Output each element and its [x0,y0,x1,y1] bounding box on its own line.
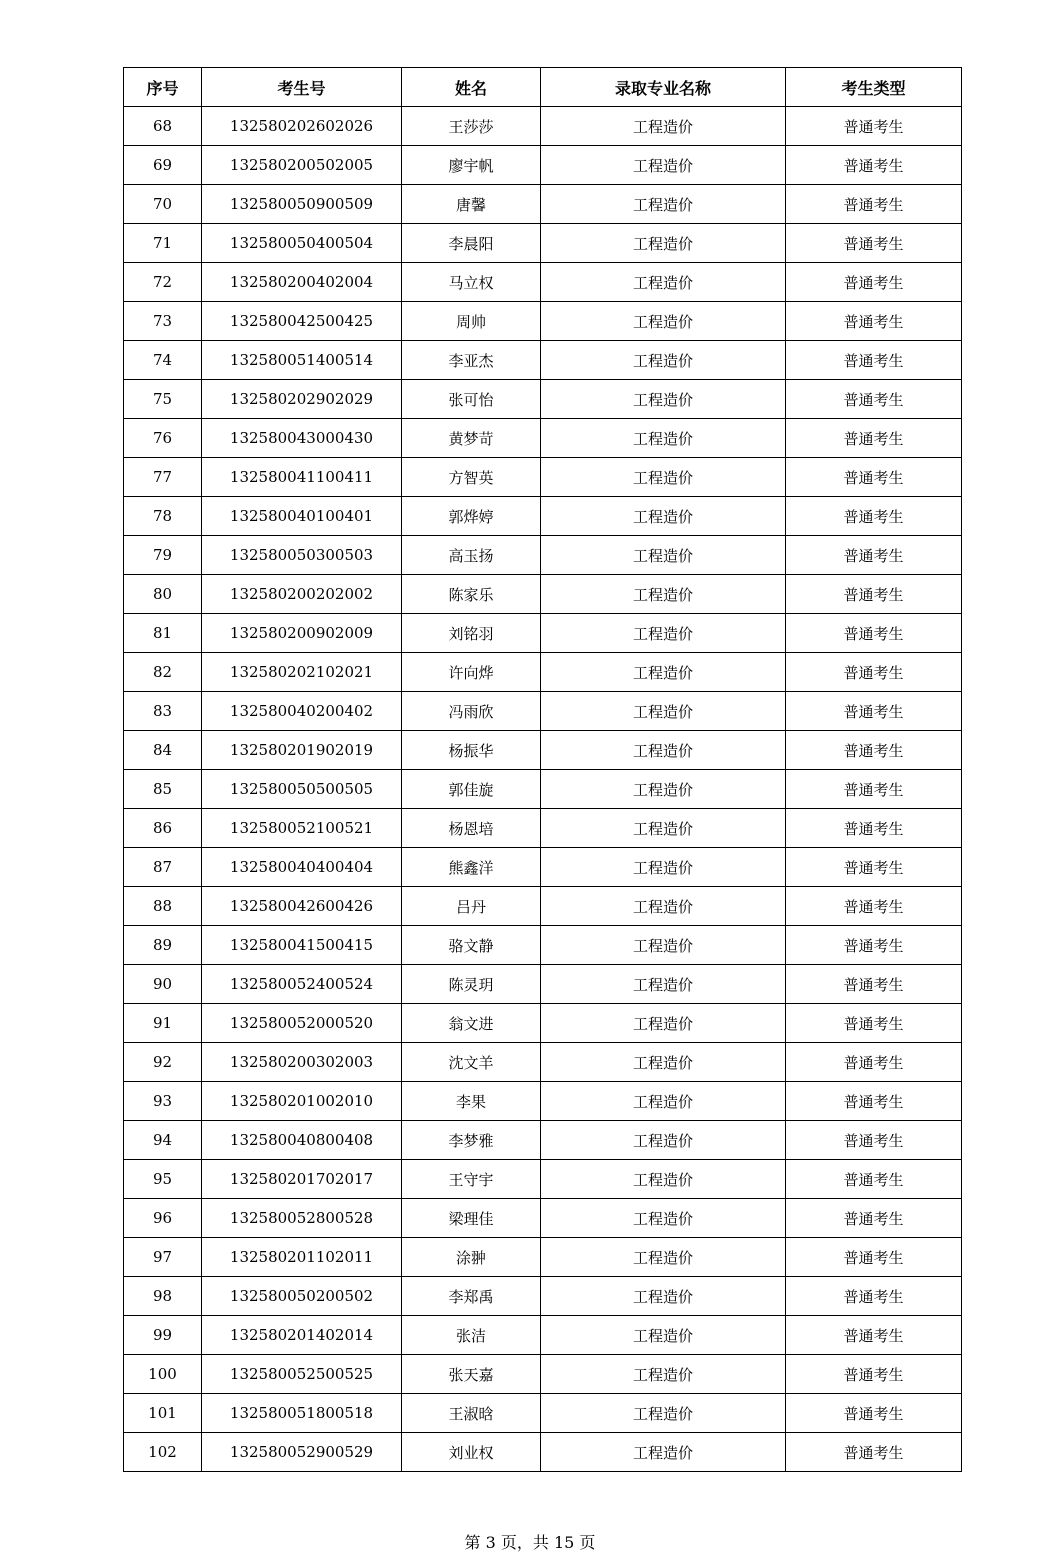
serial-number-cell: 75 [124,380,202,419]
table-header-row [124,68,962,107]
name-cell: 涂翀 [402,1238,541,1277]
header-candidate-number: 考生号 [202,68,402,107]
name-cell: 刘业权 [402,1433,541,1472]
candidate-type-cell: 普通考生 [786,965,962,1004]
table-row [124,1199,962,1238]
candidate-type-cell: 普通考生 [786,926,962,965]
name-cell: 梁理佳 [402,1199,541,1238]
candidate-type-cell: 普通考生 [786,107,962,146]
name-cell: 马立权 [402,263,541,302]
major-cell: 工程造价 [541,848,786,887]
name-cell: 骆文静 [402,926,541,965]
serial-number-cell: 69 [124,146,202,185]
serial-number-cell: 88 [124,887,202,926]
name-cell: 李郑禹 [402,1277,541,1316]
candidate-type-cell: 普通考生 [786,1160,962,1199]
candidate-number-cell: 132580041500415 [202,926,402,965]
candidate-number-cell: 132580043000430 [202,419,402,458]
serial-number-cell: 101 [124,1394,202,1433]
major-cell: 工程造价 [541,1160,786,1199]
serial-number-cell: 83 [124,692,202,731]
table-row [124,380,962,419]
serial-number-cell: 74 [124,341,202,380]
candidate-type-cell: 普通考生 [786,1082,962,1121]
major-cell: 工程造价 [541,185,786,224]
major-cell: 工程造价 [541,1043,786,1082]
candidate-type-cell: 普通考生 [786,497,962,536]
name-cell: 杨恩培 [402,809,541,848]
name-cell: 张可怡 [402,380,541,419]
major-cell: 工程造价 [541,1238,786,1277]
serial-number-cell: 102 [124,1433,202,1472]
major-cell: 工程造价 [541,770,786,809]
name-cell: 陈灵玥 [402,965,541,1004]
major-cell: 工程造价 [541,692,786,731]
name-cell: 陈家乐 [402,575,541,614]
header-candidate-type: 考生类型 [786,68,962,107]
name-cell: 李亚杰 [402,341,541,380]
serial-number-cell: 72 [124,263,202,302]
candidate-type-cell: 普通考生 [786,1355,962,1394]
table-row [124,107,962,146]
name-cell: 郭烨婷 [402,497,541,536]
serial-number-cell: 76 [124,419,202,458]
name-cell: 刘铭羽 [402,614,541,653]
major-cell: 工程造价 [541,575,786,614]
candidate-number-cell: 132580050200502 [202,1277,402,1316]
name-cell: 王莎莎 [402,107,541,146]
candidate-type-cell: 普通考生 [786,614,962,653]
serial-number-cell: 98 [124,1277,202,1316]
name-cell: 廖宇帆 [402,146,541,185]
major-cell: 工程造价 [541,1355,786,1394]
candidate-type-cell: 普通考生 [786,653,962,692]
table-body [124,107,962,1472]
candidate-type-cell: 普通考生 [786,1277,962,1316]
table-row [124,1394,962,1433]
major-cell: 工程造价 [541,302,786,341]
table-row [124,1316,962,1355]
header-admitted-major: 录取专业名称 [541,68,786,107]
serial-number-cell: 68 [124,107,202,146]
major-cell: 工程造价 [541,1199,786,1238]
candidate-type-cell: 普通考生 [786,1433,962,1472]
serial-number-cell: 71 [124,224,202,263]
candidate-type-cell: 普通考生 [786,770,962,809]
candidate-type-cell: 普通考生 [786,185,962,224]
serial-number-cell: 91 [124,1004,202,1043]
table-row [124,1277,962,1316]
candidate-number-cell: 132580040200402 [202,692,402,731]
serial-number-cell: 99 [124,1316,202,1355]
major-cell: 工程造价 [541,1394,786,1433]
name-cell: 郭佳旋 [402,770,541,809]
serial-number-cell: 96 [124,1199,202,1238]
candidate-number-cell: 132580202602026 [202,107,402,146]
major-cell: 工程造价 [541,731,786,770]
name-cell: 李晨阳 [402,224,541,263]
candidate-type-cell: 普通考生 [786,146,962,185]
candidate-number-cell: 132580050400504 [202,224,402,263]
name-cell: 冯雨欣 [402,692,541,731]
candidate-number-cell: 132580201902019 [202,731,402,770]
serial-number-cell: 97 [124,1238,202,1277]
candidate-number-cell: 132580201702017 [202,1160,402,1199]
table-row [124,965,962,1004]
table-row [124,1433,962,1472]
candidate-type-cell: 普通考生 [786,1316,962,1355]
table-row [124,536,962,575]
candidate-type-cell: 普通考生 [786,1043,962,1082]
serial-number-cell: 100 [124,1355,202,1394]
serial-number-cell: 82 [124,653,202,692]
table-row [124,185,962,224]
name-cell: 方智英 [402,458,541,497]
candidate-number-cell: 132580200902009 [202,614,402,653]
candidate-number-cell: 132580050900509 [202,185,402,224]
candidate-number-cell: 132580052100521 [202,809,402,848]
candidate-type-cell: 普通考生 [786,1004,962,1043]
candidate-type-cell: 普通考生 [786,887,962,926]
major-cell: 工程造价 [541,107,786,146]
candidate-number-cell: 132580200402004 [202,263,402,302]
candidate-number-cell: 132580202902029 [202,380,402,419]
table-row [124,614,962,653]
table-row [124,302,962,341]
name-cell: 张天嘉 [402,1355,541,1394]
candidate-number-cell: 132580200302003 [202,1043,402,1082]
table-row [124,1160,962,1199]
candidate-number-cell: 132580051400514 [202,341,402,380]
table-row [124,263,962,302]
table-row [124,809,962,848]
name-cell: 杨振华 [402,731,541,770]
major-cell: 工程造价 [541,809,786,848]
major-cell: 工程造价 [541,1004,786,1043]
candidate-type-cell: 普通考生 [786,341,962,380]
table-row [124,458,962,497]
table-row [124,224,962,263]
table-row [124,575,962,614]
candidate-type-cell: 普通考生 [786,419,962,458]
serial-number-cell: 87 [124,848,202,887]
name-cell: 周帅 [402,302,541,341]
serial-number-cell: 84 [124,731,202,770]
name-cell: 翁文进 [402,1004,541,1043]
major-cell: 工程造价 [541,263,786,302]
name-cell: 黄梦苛 [402,419,541,458]
table-row [124,926,962,965]
major-cell: 工程造价 [541,653,786,692]
table-row [124,692,962,731]
candidate-number-cell: 132580201002010 [202,1082,402,1121]
table-row [124,146,962,185]
candidate-number-cell: 132580202102021 [202,653,402,692]
candidate-number-cell: 132580201102011 [202,1238,402,1277]
major-cell: 工程造价 [541,887,786,926]
table-row [124,848,962,887]
candidate-type-cell: 普通考生 [786,731,962,770]
candidate-type-cell: 普通考生 [786,224,962,263]
candidate-type-cell: 普通考生 [786,302,962,341]
serial-number-cell: 95 [124,1160,202,1199]
serial-number-cell: 94 [124,1121,202,1160]
name-cell: 沈文羊 [402,1043,541,1082]
major-cell: 工程造价 [541,380,786,419]
table-row [124,1043,962,1082]
serial-number-cell: 85 [124,770,202,809]
candidate-type-cell: 普通考生 [786,809,962,848]
name-cell: 张洁 [402,1316,541,1355]
serial-number-cell: 77 [124,458,202,497]
serial-number-cell: 89 [124,926,202,965]
name-cell: 吕丹 [402,887,541,926]
candidate-number-cell: 132580040400404 [202,848,402,887]
table-row [124,653,962,692]
major-cell: 工程造价 [541,224,786,263]
candidate-number-cell: 132580052900529 [202,1433,402,1472]
candidate-number-cell: 132580050300503 [202,536,402,575]
serial-number-cell: 78 [124,497,202,536]
major-cell: 工程造价 [541,614,786,653]
candidate-type-cell: 普通考生 [786,263,962,302]
major-cell: 工程造价 [541,497,786,536]
serial-number-cell: 92 [124,1043,202,1082]
candidate-type-cell: 普通考生 [786,575,962,614]
candidate-type-cell: 普通考生 [786,1394,962,1433]
name-cell: 李梦雅 [402,1121,541,1160]
candidate-type-cell: 普通考生 [786,848,962,887]
header-name: 姓名 [402,68,541,107]
name-cell: 熊鑫洋 [402,848,541,887]
candidate-number-cell: 132580042500425 [202,302,402,341]
candidate-number-cell: 132580201402014 [202,1316,402,1355]
name-cell: 唐馨 [402,185,541,224]
page-footer: 第 3 页，共 15 页 [464,1533,596,1552]
candidate-number-cell: 132580042600426 [202,887,402,926]
table-row [124,770,962,809]
name-cell: 李果 [402,1082,541,1121]
candidate-type-cell: 普通考生 [786,1121,962,1160]
name-cell: 高玉扬 [402,536,541,575]
candidate-number-cell: 132580052400524 [202,965,402,1004]
candidate-number-cell: 132580040100401 [202,497,402,536]
serial-number-cell: 86 [124,809,202,848]
major-cell: 工程造价 [541,419,786,458]
candidate-number-cell: 132580200502005 [202,146,402,185]
major-cell: 工程造价 [541,1277,786,1316]
major-cell: 工程造价 [541,536,786,575]
serial-number-cell: 80 [124,575,202,614]
serial-number-cell: 70 [124,185,202,224]
name-cell: 许向烨 [402,653,541,692]
table-row [124,1355,962,1394]
major-cell: 工程造价 [541,926,786,965]
candidate-number-cell: 132580040800408 [202,1121,402,1160]
major-cell: 工程造价 [541,1316,786,1355]
serial-number-cell: 79 [124,536,202,575]
candidate-type-cell: 普通考生 [786,1238,962,1277]
major-cell: 工程造价 [541,458,786,497]
table-row [124,1082,962,1121]
serial-number-cell: 81 [124,614,202,653]
serial-number-cell: 93 [124,1082,202,1121]
table-row [124,731,962,770]
major-cell: 工程造价 [541,341,786,380]
candidate-type-cell: 普通考生 [786,536,962,575]
table-row [124,419,962,458]
header-serial-number: 序号 [124,68,202,107]
name-cell: 王守宇 [402,1160,541,1199]
candidate-number-cell: 132580200202002 [202,575,402,614]
candidate-type-cell: 普通考生 [786,458,962,497]
major-cell: 工程造价 [541,146,786,185]
name-cell: 王淑晗 [402,1394,541,1433]
candidate-number-cell: 132580050500505 [202,770,402,809]
table-row [124,341,962,380]
major-cell: 工程造价 [541,1433,786,1472]
candidate-type-cell: 普通考生 [786,380,962,419]
candidate-type-cell: 普通考生 [786,692,962,731]
serial-number-cell: 73 [124,302,202,341]
major-cell: 工程造价 [541,965,786,1004]
table-row [124,1121,962,1160]
table-row [124,1238,962,1277]
candidate-type-cell: 普通考生 [786,1199,962,1238]
table-row [124,887,962,926]
candidate-number-cell: 132580051800518 [202,1394,402,1433]
candidate-number-cell: 132580052000520 [202,1004,402,1043]
admission-table [123,67,962,1472]
table-row [124,497,962,536]
serial-number-cell: 90 [124,965,202,1004]
table-row [124,1004,962,1043]
candidate-number-cell: 132580052800528 [202,1199,402,1238]
major-cell: 工程造价 [541,1121,786,1160]
major-cell: 工程造价 [541,1082,786,1121]
candidate-number-cell: 132580052500525 [202,1355,402,1394]
candidate-number-cell: 132580041100411 [202,458,402,497]
